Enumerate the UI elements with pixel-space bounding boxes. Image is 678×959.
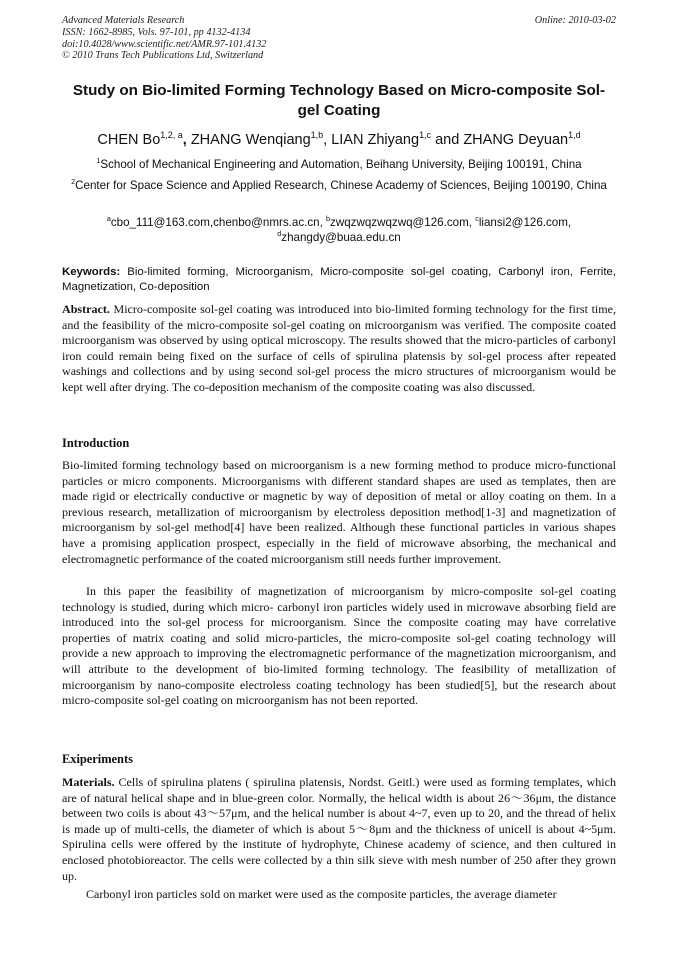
affiliation-2 [62,178,616,194]
author-list: CHEN Bo$^{1,2, a}$, ZHANG Wenqiang$^{1,b}$, LIAN Zhiyang$^{1,c}$ and ZHANG Deyuan$^{1,d}$ [97,130,581,148]
email: cbo_111@163.com,chenbo@nmrs.ac.cn, [110,216,323,229]
journal-header [62,15,266,62]
abstract-text: Micro-composite sol-gel coating was introduced into bio-limited forming technology for the first time, and the feasibility of the micro-composite sol-gel coating on microorganism was verified. The composite coated microorganism was observed by using optical microscopy. The results showed that the micro-particles of carbonyl iron could remain being fixed on the surface of cells of spirulina platensis by sol-gel process after repeated washings and collections and by using second sol-gel process the micro structures of microorganism would be kept well after drying. The co-deposition mechanism of the composite coating was also discussed. [62,302,616,394]
online-date: Online: 2010-03-02 [534,15,616,26]
email-mark: b [326,214,331,224]
abstract-label: Abstract. [62,302,110,316]
email-list [62,215,616,245]
author-name: CHEN Bo [97,132,161,148]
email: liansi2@126.com, [478,216,572,229]
intro-paragraph-2: In this paper the feasibility of magnetization of microorganism by micro-composite sol-gel coating technology is studied, during which micro- carbonyl iron particles widely used in microwave absorbing field are introduced into the sol-gel process for microorganism. Since the composite coating may have correlative properties of matrix coating and solid micro-particles, the micro-composite sol-gel coating technology will provide a new approach to improving the electromagnetic performance of the magnetization microorganism, and will attribute to the development of bio-limited forming technology. The feasibility of metallization of microorganism by nano-composite electroless coating technology has been studied[5], but the research about micro-composite sol-gel coating on microorganism has not been reported. [62,584,616,708]
email: zhangdy@buaa.edu.cn [281,231,401,244]
carbonyl-paragraph: Carbonyl iron particles sold on market were used as the composite particles, the average diameter [86,887,557,901]
author-affiliation-mark: 1,d [568,130,581,141]
author-affiliation-mark: 1,b [310,130,324,141]
section-heading-experiments: Exiperiments [62,752,133,766]
author-affiliation-mark: 1,c [419,130,432,141]
email: zwqzwqzwqzwq@126.com, [330,216,472,229]
journal-name: Advanced Materials Research [62,15,185,26]
affiliation-mark: 2 [71,177,76,187]
email-mark: a [106,214,111,224]
issn-line: ISSN: 1662-8985, Vols. 97-101, pp 4132-4134 [62,26,251,38]
author-name: ZHANG Deyuan [463,132,569,148]
keywords-label: Keywords: [62,266,121,278]
affiliation-text: Center for Space Science and Applied Research, Chinese Academy of Sciences, Beijing 100190, China [75,179,607,192]
doi-line: doi:10.4028/www.scientific.net/AMR.97-101.4132 [62,38,267,50]
affiliation-1 [62,157,616,173]
affiliation-mark: 1 [96,156,101,166]
author-name: ZHANG Wenqiang [190,132,311,148]
author-name: LIAN Zhiyang [331,132,420,148]
keywords [62,265,616,296]
materials-text: Cells of spirulina platens ( spirulina platensis, Nordst. Geitl.) were used as forming templates, which are of natural helical shape and in blue-green color. Normally, the helical width is about 26～36μm, the distance between two coils is about 43～57μm, and the helical number is about 4~7, even up to 20, and the thread of helix is made up of multi-cells, the diameter of which is about 5～8μm and the thickness of unicell is about 4~5μm. Spirulina cells were offered by the institute of hydrophyte, Chinese academy of science, and then cultured in enclosed photobioreactor. The cells were collected by a thin silk sieve with mesh number of 250 after they grown up. [62,775,617,883]
keywords-text: Bio-limited forming, Microorganism, Micro-composite sol-gel coating, Carbonyl iron, Ferrite, Magnetization, Co-deposition [62,266,616,294]
materials-paragraph [62,775,616,884]
email-mark: c [475,214,479,224]
email-mark: d [277,229,282,239]
abstract [62,302,616,396]
section-heading-introduction: Introduction [62,436,130,450]
intro-paragraph-1: Bio-limited forming technology based on microorganism is a new forming method to produce micro-functional particles or micro components. Microorganisms with different standard shapes are used as templates, then are made rigid or electrically conductive or magnetic by way of deposition of metal or alloy coating on them. In a previous research, metallization of microorganism by electroless deposition method[1-3] and magnetization of microorganism by sol-gel method[4] have been realized. Although these functional particles in various shapes have a promising application prospect, especially in the field of microwave absorbing, the mechanical and electromagnetic performance of the coated microorganism still needs further improvement. [62,458,616,566]
paper-title: Study on Bio-limited Forming Technology Based on Micro-composite Sol-gel Coating [72,82,606,119]
author-affiliation-mark: 1,2, a [160,130,183,141]
affiliation-text: School of Mechanical Engineering and Automation, Beihang University, Beijing 100191, China [100,158,582,171]
copyright-line: © 2010 Trans Tech Publications Ltd, Switzerland [62,50,264,62]
materials-label: Materials. [62,775,115,789]
